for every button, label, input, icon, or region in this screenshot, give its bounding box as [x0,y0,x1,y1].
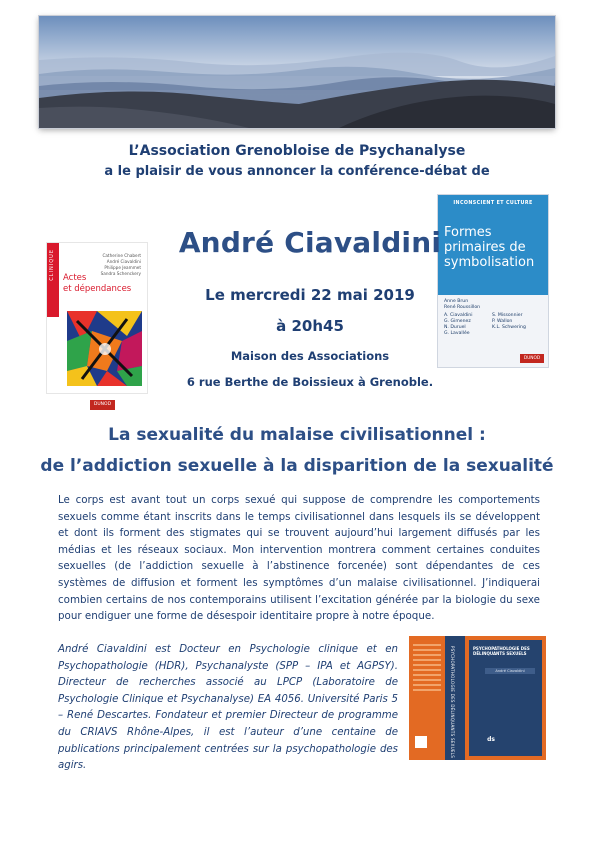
book-title-line1: Actes [63,273,87,283]
invitation-line: a le plaisir de vous annoncer la conférence-débat de [104,164,490,179]
speaker-name: André Ciavaldini [178,226,442,259]
book-spine [445,636,465,760]
book-cover-formes-primaires [438,195,548,367]
publisher-logo: DUNOD [520,354,544,363]
book-author: André Ciavaldini [485,668,535,674]
event-time: à 20h45 [276,317,344,335]
book-contributors-a: A. Ciavaldini G. Gimenez N. Duruel G. Lavallée [444,313,473,336]
publisher-logo: ds [487,736,495,743]
spine-title: PSYCHOPATHOLOGIE DES DÉLINQUANTS SEXUELS [450,646,455,759]
series-label: CLINIQUE [49,249,55,281]
book-title: PSYCHOPATHOLOGIE DES DÉLINQUANTS SEXUELS [473,646,530,656]
book-cover-psychopathologie [409,636,546,760]
talk-title-line1: La sexualité du malaise civilisationnel : [108,425,486,445]
talk-title-line2: de l’addiction sexuelle à la disparition de la sexualité [40,456,554,476]
talk-abstract: Le corps est avant tout un corps sexué qui suppose de comprendre les comportements sexuels comme étant inscrits dans le temps civilisationnel dans lesquels ils se développent et dont ils forment des stigmates qui se trouvent aujourd’hui largement diffusés par les médias et les réseaux sociaux. Mon intervention montrera comment certaines conduites sexuelles (de l’addiction sexuelle à l’abstinence forcenée) sont dépendantes de ces systèmes de diffusion et forment les symptômes d’un malaise civilisationnel. J’indiquerai combien certains de nos contemporains utilisent l’excitation générée par la biologie du sexe pour endiguer une forme de désespoir identitaire propre à notre époque. [58,494,540,623]
event-venue: Maison des Associations [230,349,390,363]
organizer-line: L’Association Grenobloise de Psychanalyse [128,143,466,159]
book-cover-actes-et-dependances [46,242,146,415]
back-cover-text [413,644,441,694]
event-address: 6 rue Berthe de Boissieux à Grenoble. [186,375,434,389]
series-label: INCONSCIENT ET CULTURE [453,201,533,206]
book-title-line2: et dépendances [63,284,132,294]
book-authors: Catherine Chabert André Ciavaldini Philippe Jeammet Sandra Schenckery [100,253,141,276]
book-contributors-b: S. Missonnier P. Wallon K.L. Schwering [492,313,526,330]
qr-code-icon [415,736,427,748]
cover-artwork [67,311,142,386]
book-cover-page [46,242,148,394]
speaker-bio: André Ciavaldini est Docteur en Psychologie clinique et en Psychopathologie (HDR), Psychanalyste (SPP – IPA et AGPSY). Directeur de recherches associé au LPCP (Laboratoire de Psychologie Clinique et Psychanalyse) EA 4056. Université Paris 5 – René Descartes. Fondateur et premier Directeur de programme du CRIAVS Rhône-Alpes, il est l’auteur d’une centaine de publications principalement centrées sur la psychopathologie des agirs. [58,644,398,772]
book-main-authors: Anne Brun René Roussillon [444,299,481,310]
series-strip [47,243,59,317]
publisher-logo: DUNOD [90,400,115,410]
book-title [63,273,131,295]
event-date: Le mercredi 22 mai 2019 [205,286,415,304]
header-landscape-image [39,16,555,128]
book-front [469,640,542,756]
book-title: Formes primaires de symbolisation [444,225,535,270]
